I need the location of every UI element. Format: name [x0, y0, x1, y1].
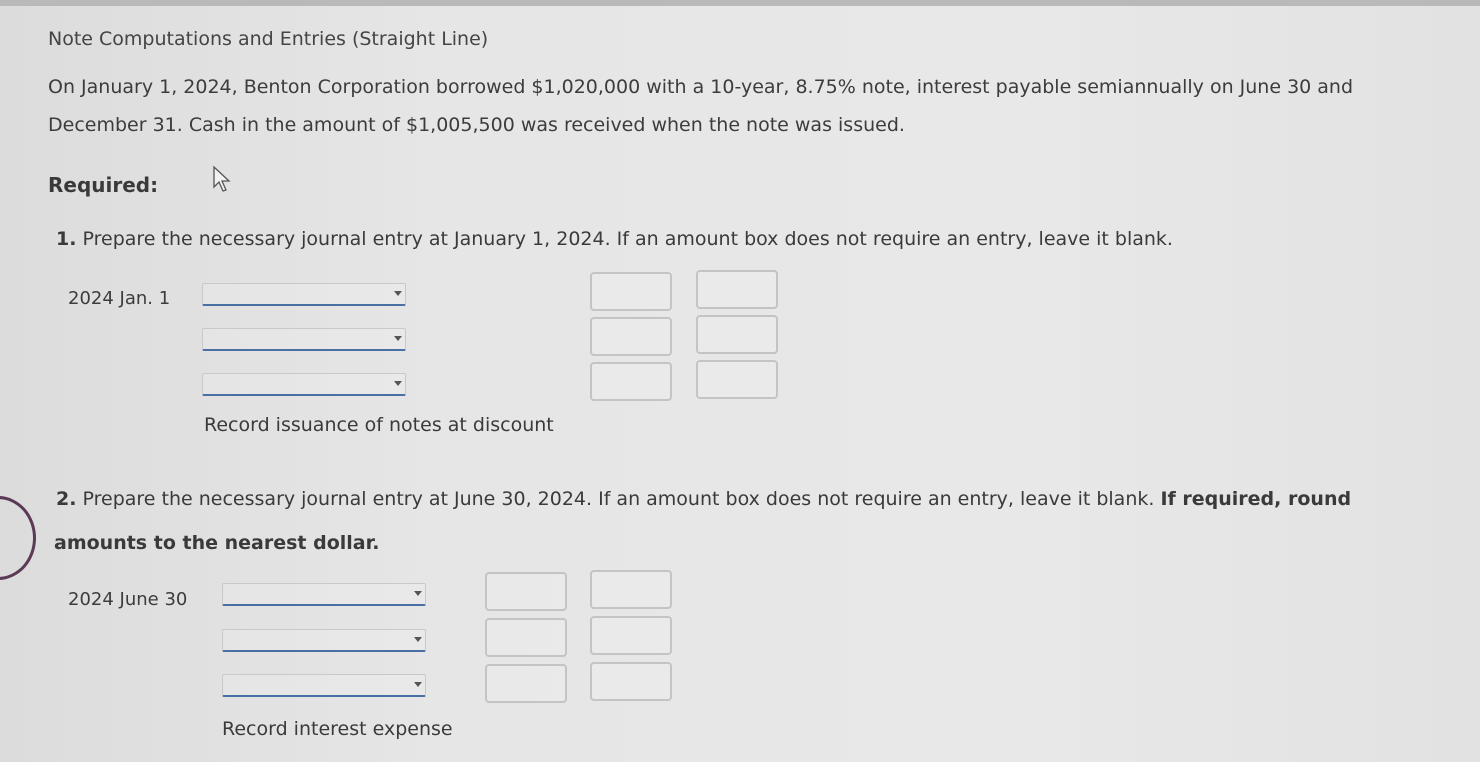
- page-title: Note Computations and Entries (Straight Line): [48, 28, 489, 50]
- question-1: [56, 228, 1173, 250]
- chevron-down-icon: [414, 682, 422, 687]
- question-2-number: 2.: [56, 488, 77, 510]
- chevron-down-icon: [414, 591, 422, 596]
- q2-debit-input-2[interactable]: [485, 618, 567, 657]
- question-2-text: Prepare the necessary journal entry at June 30, 2024. If an amount box does not require an entry, leave it blank.: [82, 488, 1155, 510]
- question-1-number: 1.: [56, 228, 77, 250]
- problem-line-1: On January 1, 2024, Benton Corporation borrowed $1,020,000 with a 10-year, 8.75% note, interest payable semiannually on June 30 and: [48, 76, 1354, 98]
- q2-credit-input-2[interactable]: [590, 616, 672, 655]
- q1-debit-input-2[interactable]: [590, 317, 672, 356]
- q1-account-select-3[interactable]: [202, 373, 406, 396]
- question-2: [56, 488, 1351, 510]
- chevron-down-icon: [414, 637, 422, 642]
- chevron-down-icon: [394, 291, 402, 296]
- required-heading: Required:: [48, 173, 159, 197]
- chevron-down-icon: [394, 381, 402, 386]
- question-1-text: Prepare the necessary journal entry at January 1, 2024. If an amount box does not require an entry, leave it blank.: [82, 228, 1173, 250]
- q2-credit-input-1[interactable]: [590, 570, 672, 609]
- edge-circle-button[interactable]: [0, 496, 36, 580]
- q1-credit-input-1[interactable]: [696, 270, 778, 309]
- q2-account-select-1[interactable]: [222, 583, 426, 606]
- chevron-down-icon: [394, 336, 402, 341]
- question-2-bold-line-2: amounts to the nearest dollar.: [54, 532, 380, 554]
- question-2-bold-text: If required, round: [1160, 488, 1352, 510]
- q1-account-select-2[interactable]: [202, 328, 406, 351]
- problem-line-2: December 31. Cash in the amount of $1,005,500 was received when the note was issued.: [48, 114, 905, 136]
- top-border: [0, 0, 1480, 6]
- q2-debit-input-1[interactable]: [485, 572, 567, 611]
- q1-debit-input-3[interactable]: [590, 362, 672, 401]
- q2-account-select-3[interactable]: [222, 674, 426, 697]
- q1-entry-note: Record issuance of notes at discount: [204, 414, 554, 436]
- q2-account-select-2[interactable]: [222, 629, 426, 652]
- mouse-pointer-icon: [212, 165, 234, 193]
- q1-date-label: 2024 Jan. 1: [68, 288, 171, 309]
- question-2-line-2: [54, 532, 379, 554]
- q1-account-select-1[interactable]: [202, 283, 406, 306]
- q1-credit-input-3[interactable]: [696, 360, 778, 399]
- q2-date-label: 2024 June 30: [68, 589, 188, 610]
- q1-debit-input-1[interactable]: [590, 272, 672, 311]
- q2-credit-input-3[interactable]: [590, 662, 672, 701]
- q2-entry-note: Record interest expense: [222, 718, 453, 740]
- q2-debit-input-3[interactable]: [485, 664, 567, 703]
- q1-credit-input-2[interactable]: [696, 315, 778, 354]
